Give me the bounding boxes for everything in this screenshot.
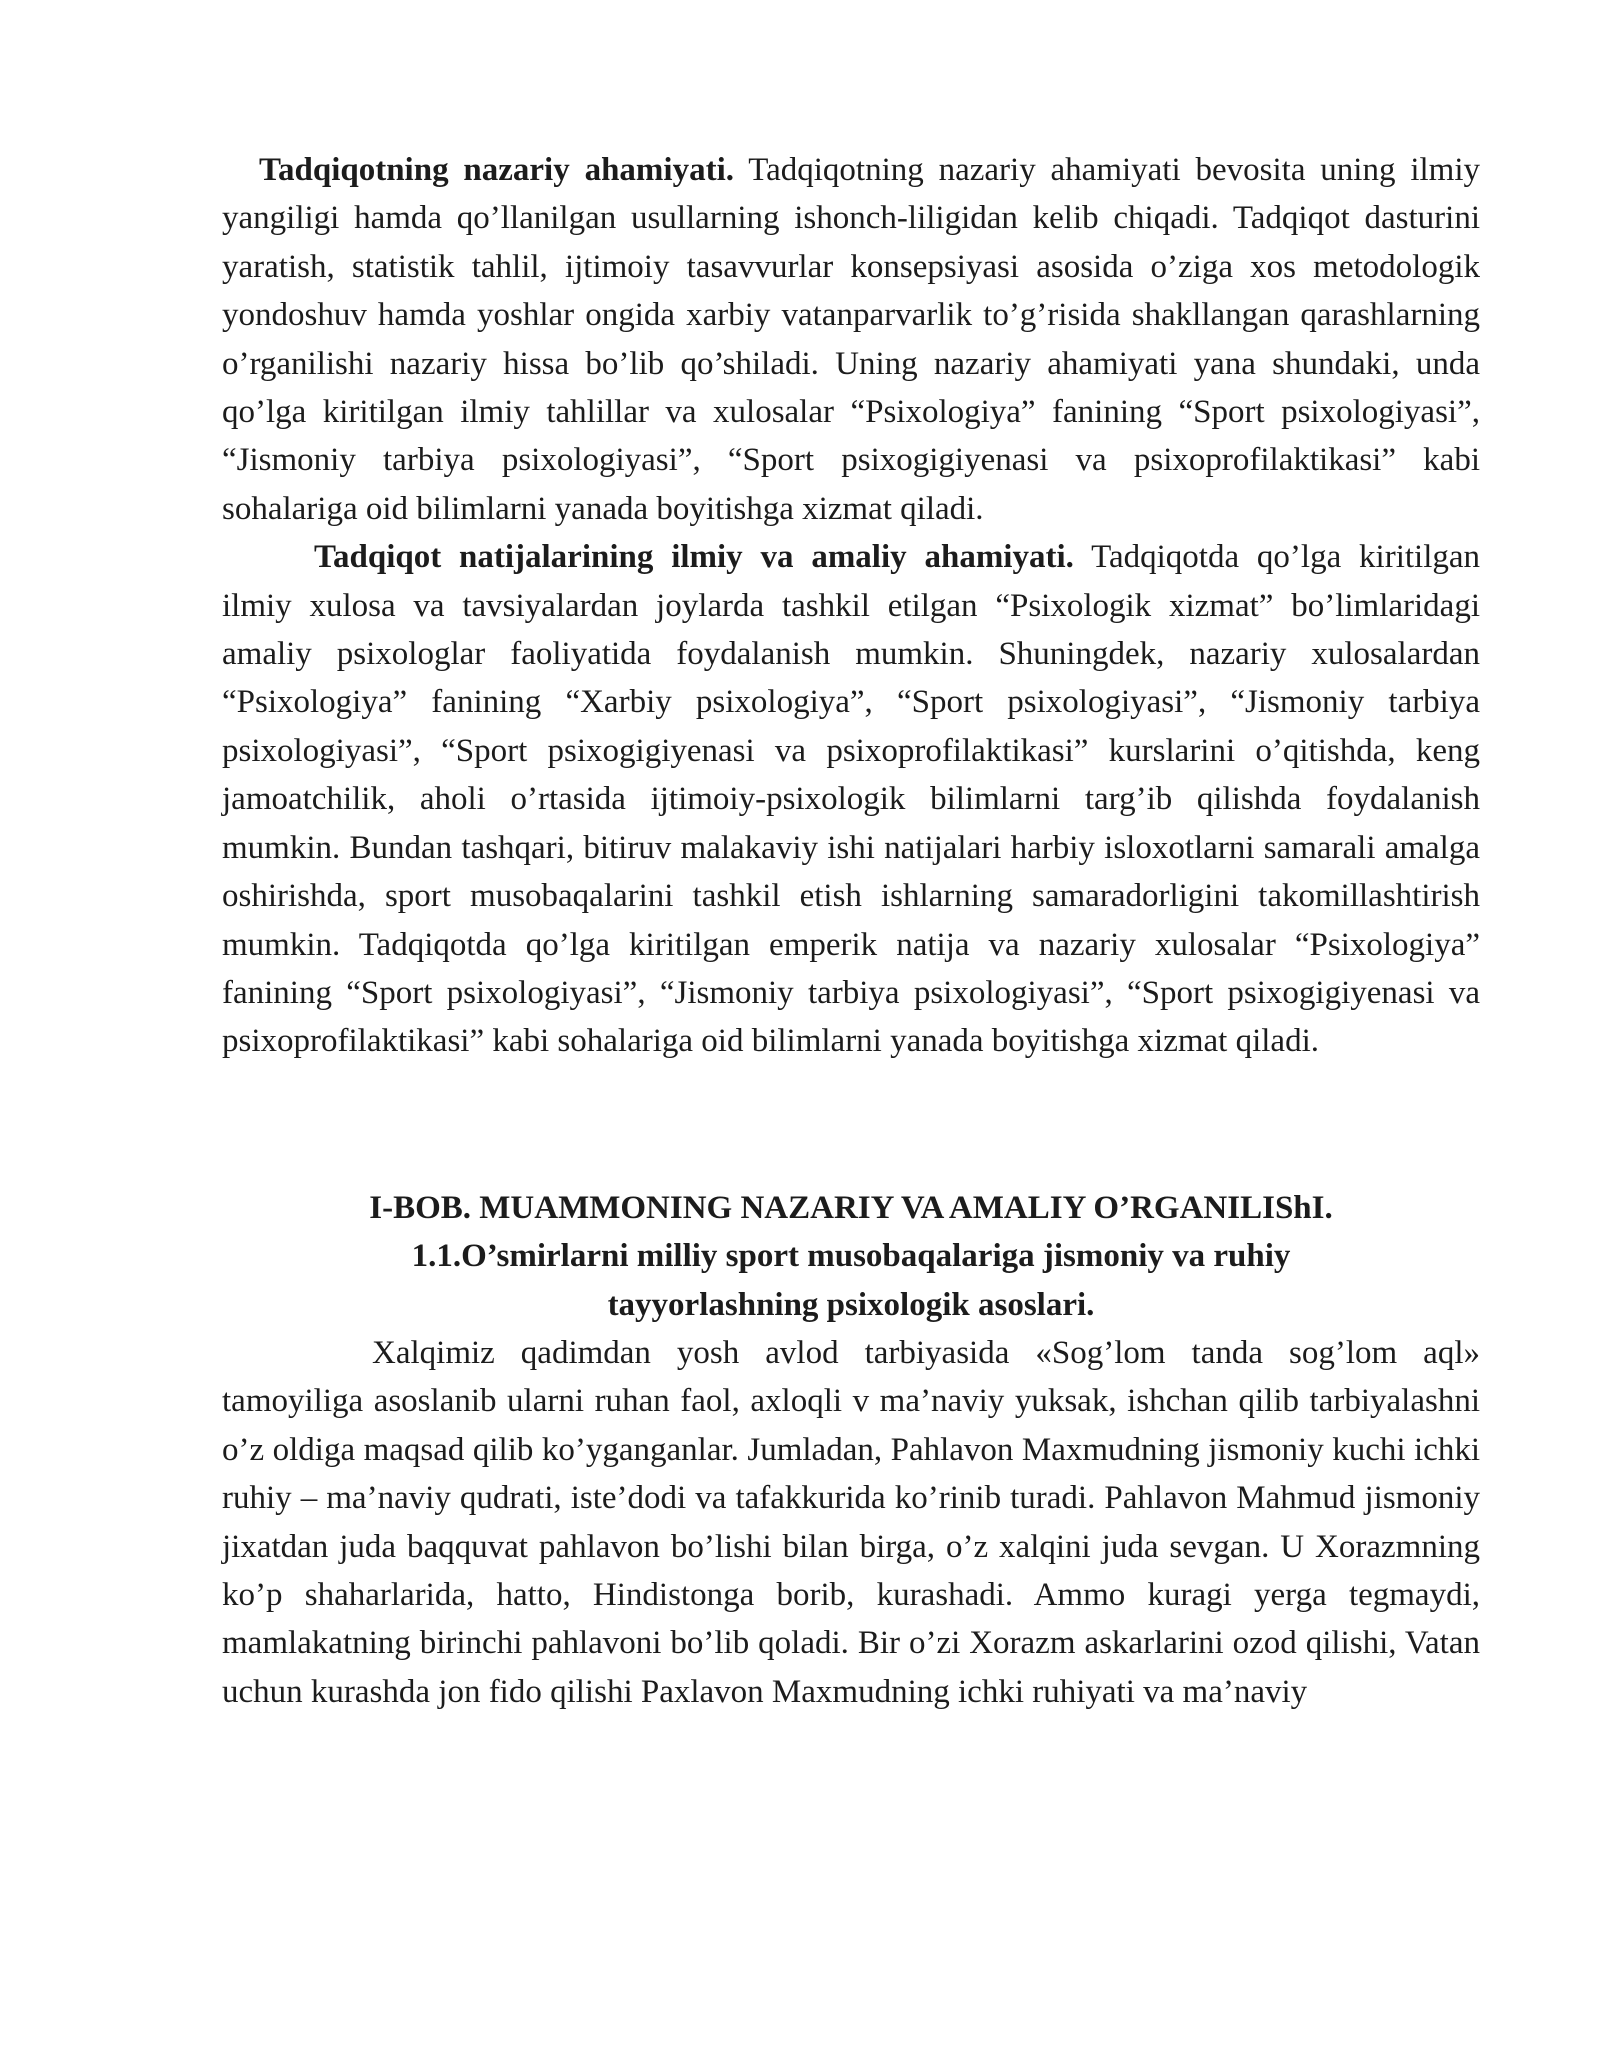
paragraph-section-body: Xalqimiz qadimdan yosh avlod tarbiyasida «Sog’lom tanda sog’lom aql» tamoyiliga asoslanib ularni ruhan faol, axloqli v ma’naviy yuksak, ishchan qilib tarbiyalashni o’z oldiga maqsad qilib ko’yganganlar. Jumladan, Pahlavon Maxmudning jismoniy kuchi ichki ruhiy – ma’naviy qudrati, iste’dodi va tafakkurida ko’rinib turadi. Pahlavon Mahmud jismoniy jixatdan juda baqquvat pahlavon bo’lishi bilan birga, o’z xalqini juda sevgan. U Xorazmning ko’p shaharlarida, hatto, Hindistonga borib, kurashadi. Ammo kuragi yerga tegmaydi, mamlakatning birinchi pahlavoni bo’lib qoladi. Bir o’zi Xorazm askarlarini ozod qilishi, Vatan uchun kurashda jon fido qilishi Paxlavon Maxmudning ichki ruhiyati va ma’naviy: [222, 1334, 1480, 1710]
paragraph-theoretical-significance: [222, 146, 1480, 533]
section-title-line-2: tayyorlashning psixologik asoslari.: [607, 1286, 1095, 1323]
paragraph-text: Tadqiqotda qo’lga kiritilgan ilmiy xulosa va tavsiyalardan joylarda tashkil etilgan “Psixologik xizmat” bo’limlaridagi amaliy psixologlar faoliyatida foydalanish mumkin. Shuningdek, nazariy xulosalardan “Psixologiya” fanining “Xarbiy psixologiya”, “Sport psixologiyasi”, “Jismoniy tarbiya psixologiyasi”, “Sport psixogigiyenasi va psixoprofilaktikasi” kurslarini o’qitishda, keng jamoatchilik, aholi o’rtasida ijtimoiy-psixologik bilimlarni targ’ib qilishda foydalanish mumkin. Bundan tashqari, bitiruv malakaviy ishi natijalari harbiy isloxotlarni samarali amalga oshirishda, sport musobaqalarini tashkil etish ishlarning samaradorligini takomillashtirish mumkin. Tadqiqotda qo’lga kiritilgan emperik natija va nazariy xulosalar “Psixologiya” fanining “Sport psixologiyasi”, “Jismoniy tarbiya psixologiyasi”, “Sport psixogigiyenasi va psixoprofilaktikasi” kabi sohalariga oid bilimlarni yanada boyitishga xizmat qiladi.: [222, 539, 1481, 1060]
paragraph-text: Tadqiqotning nazariy ahamiyati bevosita uning ilmiy yangiligi hamda qo’llanilgan usullarning ishonch-liligidan kelib chiqadi. Tadqiqot dasturini yaratish, statistik tahlil, ijtimoiy tasavvurlar konsepsiyasi asosida o’ziga xos metodologik yondoshuv hamda yoshlar ongida xarbiy vatanparvarlik to’g’risida shakllangan qarashlarning o’rganilishi nazariy hissa bo’lib qo’shiladi. Uning nazariy ahamiyati yana shundaki, unda qo’lga kiritilgan ilmiy tahlillar va xulosalar “Psixologiya” fanining “Sport psixologiyasi”, “Jismoniy tarbiya psixologiyasi”, “Sport psixogigiyenasi va psixoprofilaktikasi” kabi sohalariga oid bilimlarni yanada boyitishga xizmat qiladi.: [222, 152, 1480, 527]
paragraph-practical-significance: [222, 533, 1480, 1065]
paragraph-heading: Tadqiqotning nazariy ahamiyati.: [259, 152, 734, 188]
section-title-line-1: 1.1.O’smirlarni milliy sport musobaqalariga jismoniy va ruhiy: [411, 1238, 1291, 1275]
document-body: [222, 146, 1480, 1716]
paragraph-heading: Tadqiqot natijalarining ilmiy va amaliy ahamiyati.: [314, 539, 1074, 576]
section-title: [222, 1232, 1480, 1329]
section-spacer: [222, 1066, 1480, 1184]
chapter-title: I-BOB. MUAMMONING NAZARIY VA AMALIY O’RGANILIShI.: [369, 1189, 1333, 1226]
